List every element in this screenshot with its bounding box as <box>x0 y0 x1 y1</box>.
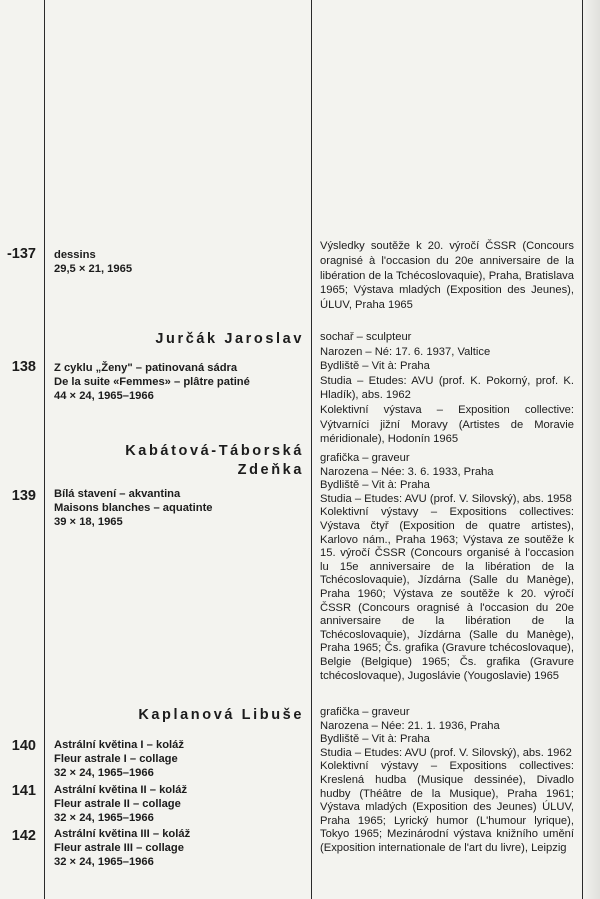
work-technique: dessins <box>54 249 96 261</box>
entry-number: 142 <box>11 828 36 844</box>
work-title-cs: Z cyklu „Ženy" – patinovaná sádra <box>54 362 238 374</box>
entry-number: 139 <box>11 488 36 504</box>
work-title-cs: Astrální květina III – koláž <box>54 828 191 840</box>
work-details <box>54 487 304 529</box>
middle-column-rule <box>311 0 312 899</box>
artist-name-line: Zdeňka <box>237 462 304 478</box>
work-details <box>54 361 304 403</box>
work-details <box>54 248 304 276</box>
entry-number: 141 <box>11 783 36 799</box>
work-title-fr: Fleur astrale I – collage <box>54 753 178 765</box>
entry-number: -137 <box>6 246 36 262</box>
artist-name <box>54 706 304 725</box>
work-dimensions: 32 × 24, 1965–1966 <box>54 856 154 868</box>
work-title-cs: Astrální květina II – koláž <box>54 784 188 796</box>
artist-name-line: Kabátová-Táborská <box>125 443 304 459</box>
artist-biography: sochař – sculpteur Narozen – Né: 17. 6. 1937, Valtice Bydliště – Vit à: Praha Studia – Etudes: AVU (prof. K. Pokorný, prof. K. Hladík), abs. 1962 Kolektivní výstava – Exposition collective: Výtvarníci jižní Moravy (Artistes de Moravie méridionale), Hodonín 1965 <box>320 331 574 446</box>
left-column-rule <box>44 0 45 899</box>
work-details <box>54 827 304 869</box>
entry-number: 140 <box>11 738 36 754</box>
artist-name <box>54 330 304 349</box>
page-edge-shadow <box>582 0 600 899</box>
work-title-cs: Bílá stavení – akvantina <box>54 488 181 500</box>
work-dimensions: 39 × 18, 1965 <box>54 516 123 528</box>
artist-biography: grafička – graveur Narozena – Née: 3. 6. 1933, Praha Bydliště – Vit à: Praha Studia – Etudes: AVU (prof. V. Silovský), abs. 1958 Kolektivní výstavy – Expositions collectives: Výstava čtyř (Exposition de quatre artistes), Karlovo nám., Praha 1963; Výstava ze soutěže k 15. výročí ČSSR (Concours organisé à l'occasion lu 15e anniversaire de la libération de la Tchécoslovaquie), Jízdárna (Salle du Manège), Praha 1960; Výstava ze soutěže k 20. výročí ČSSR (Concours oragnisé à l'occasion du 20e anniversaire de la libération de la Tchécoslovaquie), Jízdárna (Salle du Manège), Praha 1965; Čs. grafika (Gravure tchécoslovaque), Belgie (Belgique) 1965; Čs. grafika (Gravure tchécoslovaque), Jugoslávie (Yougoslavie) 1965 <box>320 452 574 682</box>
work-dimensions: 29,5 × 21, 1965 <box>54 263 133 275</box>
work-title-fr: Fleur astrale II – collage <box>54 798 181 810</box>
work-title-fr: De la suite «Femmes» – plâtre patiné <box>54 376 250 388</box>
artist-biography: Výsledky soutěže k 20. výročí ČSSR (Concours oragnisé à l'occasion du 20e anniversaire de la libération de la Tchécoslovaquie), Praha, Bratislava 1965; Výstava mladých (Exposition des Jeunes), ÚLUV, Praha 1965 <box>320 240 574 312</box>
work-title-fr: Maisons blanches – aquatinte <box>54 502 213 514</box>
work-title-fr: Fleur astrale III – collage <box>54 842 184 854</box>
work-dimensions: 32 × 24, 1965–1966 <box>54 767 154 779</box>
artist-name <box>54 442 304 480</box>
work-dimensions: 44 × 24, 1965–1966 <box>54 390 154 402</box>
artist-name-line: Jurčák Jaroslav <box>155 331 304 347</box>
entry-number: 138 <box>11 359 36 375</box>
work-title-cs: Astrální květina I – koláž <box>54 739 184 751</box>
artist-biography: grafička – graveur Narozena – Née: 21. 1. 1936, Praha Bydliště – Vit à: Praha Studia – Etudes: AVU (prof. V. Silovský), abs. 1962 Kolektivní výstavy – Expositions collectives: Kreslená hudba (Musique dessinée), Divadlo hudby (Théâtre de la Musique), Praha 1961; Výstava mladých (Exposition des Jeunes) ÚLUV, Praha 1965; Lyrický humor (L'humour lyrique), Tokyo 1965; Mezinárodní výstava knižního umění (Exposition internationale de l'art du livre), Leipzig <box>320 706 574 854</box>
work-details <box>54 783 304 825</box>
work-details <box>54 738 304 780</box>
work-dimensions: 32 × 24, 1965–1966 <box>54 812 154 824</box>
artist-name-line: Kaplanová Libuše <box>138 707 304 723</box>
